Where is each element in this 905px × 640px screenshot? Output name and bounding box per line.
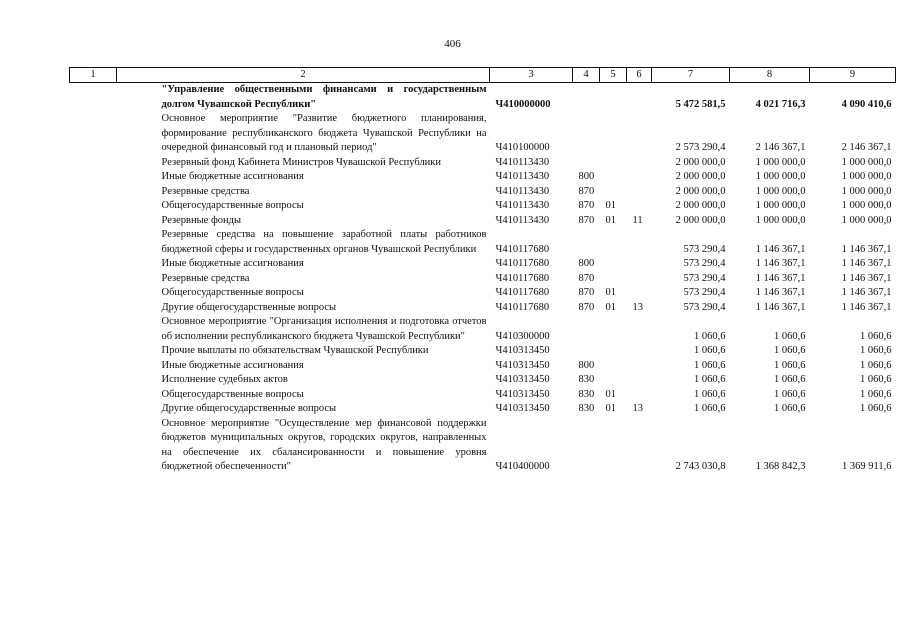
row-section bbox=[600, 344, 627, 359]
row-amount-col9: 1 060,6 bbox=[860, 388, 892, 400]
row-subsection bbox=[627, 373, 652, 388]
row-target-code: Ч410000000 bbox=[495, 98, 551, 110]
row-section bbox=[600, 170, 627, 185]
table-row bbox=[70, 315, 896, 344]
column-number-3: 3 bbox=[490, 68, 573, 83]
row-name: Другие общегосударственные вопросы bbox=[161, 403, 337, 414]
row-expense-type: 870 bbox=[578, 272, 595, 284]
row-target-code: Ч410113430 bbox=[495, 214, 550, 226]
row-cell-empty bbox=[70, 112, 117, 156]
row-name: Резервные средства bbox=[161, 272, 250, 284]
row-cell-empty bbox=[70, 286, 117, 301]
table-row bbox=[70, 301, 896, 316]
row-cell-empty bbox=[70, 214, 117, 229]
row-amount-col8: 1 060,6 bbox=[774, 345, 806, 356]
row-expense-type bbox=[573, 344, 600, 359]
row-amount-col9: 1 000 000,0 bbox=[841, 200, 892, 211]
row-amount-col8: 1 060,6 bbox=[774, 388, 806, 400]
row-expense-type: 870 bbox=[578, 301, 595, 313]
row-subsection bbox=[627, 170, 652, 185]
row-cell-empty bbox=[70, 170, 117, 185]
row-expense-type bbox=[573, 417, 600, 475]
row-target-code: Ч410100000 bbox=[495, 142, 550, 153]
table-row bbox=[70, 112, 896, 156]
row-section bbox=[600, 185, 627, 200]
table-row bbox=[70, 170, 896, 185]
row-amount-col9: 1 060,6 bbox=[860, 345, 892, 356]
row-amount-col7: 1 060,6 bbox=[694, 359, 726, 371]
column-number-8: 8 bbox=[730, 68, 810, 83]
row-section bbox=[600, 417, 627, 475]
row-cell-empty bbox=[70, 373, 117, 388]
row-target-code: Ч410117680 bbox=[495, 287, 550, 298]
table-row bbox=[70, 402, 896, 417]
row-target-code: Ч410313450 bbox=[495, 345, 550, 356]
row-cell-empty bbox=[70, 359, 117, 374]
row-amount-col9: 1 060,6 bbox=[860, 374, 892, 385]
column-number-6: 6 bbox=[627, 68, 652, 83]
row-amount-col9: 1 000 000,0 bbox=[841, 185, 892, 197]
row-section bbox=[600, 272, 627, 287]
row-amount-col9: 1 369 911,6 bbox=[842, 461, 892, 472]
column-number-row bbox=[70, 68, 896, 83]
row-cell-empty bbox=[70, 185, 117, 200]
row-target-code: Ч410300000 bbox=[495, 330, 550, 342]
row-expense-type: 870 bbox=[578, 200, 595, 211]
row-amount-col7: 2 000 000,0 bbox=[675, 214, 726, 226]
row-amount-col7: 1 060,6 bbox=[694, 374, 726, 385]
row-cell-empty bbox=[70, 228, 117, 257]
row-name: Резервные фонды bbox=[161, 214, 242, 226]
row-amount-col8: 1 060,6 bbox=[774, 403, 806, 414]
row-amount-col9: 1 060,6 bbox=[860, 330, 892, 342]
row-name: Резервные средства на повышение заработной платы работников бюджетной сферы и государственных органов Чувашской Республики bbox=[161, 229, 487, 255]
row-amount-col9: 2 146 367,1 bbox=[841, 142, 892, 153]
row-amount-col8: 1 368 842,3 bbox=[755, 461, 806, 472]
column-number-7: 7 bbox=[652, 68, 730, 83]
row-amount-col7: 573 290,4 bbox=[683, 301, 726, 313]
row-name: Другие общегосударственные вопросы bbox=[161, 301, 337, 313]
row-amount-col9: 1 000 000,0 bbox=[841, 156, 892, 168]
row-amount-col8: 1 146 367,1 bbox=[755, 272, 806, 284]
row-section: 01 bbox=[605, 301, 616, 313]
row-section: 01 bbox=[605, 200, 616, 211]
row-amount-col9: 1 146 367,1 bbox=[841, 272, 892, 284]
row-amount-col9: 1 146 367,1 bbox=[841, 287, 892, 298]
row-name: Общегосударственные вопросы bbox=[161, 388, 304, 400]
row-target-code: Ч410313450 bbox=[495, 403, 550, 414]
row-amount-col7: 1 060,6 bbox=[694, 403, 726, 414]
row-subsection bbox=[627, 156, 652, 171]
row-amount-col8: 4 021 716,3 bbox=[755, 98, 806, 110]
row-amount-col8: 1 146 367,1 bbox=[755, 243, 806, 255]
row-name: Основное мероприятие "Осуществление мер финансовой поддержки бюджетов муниципальных округов, городских округов, направленных на обеспечение их сбалансированности и повышение уровня бюджетной обеспеченности" bbox=[161, 417, 487, 472]
row-amount-col8: 1 000 000,0 bbox=[755, 214, 806, 226]
table-row bbox=[70, 228, 896, 257]
row-section bbox=[600, 373, 627, 388]
table-row bbox=[70, 272, 896, 287]
row-section: 01 bbox=[605, 287, 616, 298]
row-amount-col7: 1 060,6 bbox=[694, 388, 726, 400]
row-amount-col7: 2 573 290,4 bbox=[675, 142, 726, 153]
row-name: Общегосударственные вопросы bbox=[161, 287, 304, 298]
column-number-5: 5 bbox=[600, 68, 627, 83]
table-row bbox=[70, 214, 896, 229]
row-amount-col8: 1 146 367,1 bbox=[755, 287, 806, 298]
row-target-code: Ч410313450 bbox=[495, 359, 550, 371]
row-expense-type bbox=[573, 112, 600, 156]
row-subsection bbox=[627, 185, 652, 200]
column-number-2: 2 bbox=[117, 68, 490, 83]
row-amount-col8: 1 060,6 bbox=[774, 330, 806, 342]
row-amount-col7: 573 290,4 bbox=[683, 243, 726, 255]
row-target-code: Ч410117680 bbox=[495, 258, 550, 269]
table-row bbox=[70, 156, 896, 171]
row-target-code: Ч410313450 bbox=[495, 388, 550, 400]
row-subsection bbox=[627, 359, 652, 374]
row-amount-col7: 1 060,6 bbox=[694, 345, 726, 356]
row-amount-col9: 1 146 367,1 bbox=[841, 243, 892, 255]
row-amount-col7: 2 000 000,0 bbox=[675, 185, 726, 197]
row-cell-empty bbox=[70, 388, 117, 403]
row-amount-col7: 1 060,6 bbox=[694, 330, 726, 342]
budget-table bbox=[69, 67, 896, 475]
row-amount-col7: 573 290,4 bbox=[683, 258, 726, 269]
row-amount-col9: 1 000 000,0 bbox=[841, 171, 892, 182]
row-cell-empty bbox=[70, 402, 117, 417]
row-name: Иные бюджетные ассигнования bbox=[161, 258, 304, 269]
row-expense-type: 830 bbox=[578, 388, 595, 400]
row-amount-col8: 1 000 000,0 bbox=[755, 185, 806, 197]
row-target-code: Ч410117680 bbox=[495, 272, 550, 284]
row-name: Общегосударственные вопросы bbox=[161, 200, 304, 211]
row-amount-col7: 2 000 000,0 bbox=[675, 171, 726, 182]
row-cell-empty bbox=[70, 301, 117, 316]
row-amount-col8: 1 000 000,0 bbox=[755, 200, 806, 211]
row-amount-col8: 1 146 367,1 bbox=[755, 301, 806, 313]
row-amount-col8: 1 146 367,1 bbox=[755, 258, 806, 269]
row-cell-empty bbox=[70, 83, 117, 113]
row-subsection: 13 bbox=[632, 301, 643, 313]
table-row bbox=[70, 344, 896, 359]
row-expense-type bbox=[573, 83, 600, 113]
row-subsection bbox=[627, 112, 652, 156]
row-name: Основное мероприятие "Организация исполнения и подготовка отчетов об исполнении республиканского бюджета Чувашской Республики" bbox=[161, 316, 487, 342]
row-name: "Управление общественными финансами и государственным долгом Чувашской Республики" bbox=[161, 84, 487, 110]
row-amount-col8: 1 060,6 bbox=[774, 359, 806, 371]
row-subsection bbox=[627, 199, 652, 214]
row-amount-col7: 2 000 000,0 bbox=[675, 156, 726, 168]
row-cell-empty bbox=[70, 315, 117, 344]
row-section bbox=[600, 156, 627, 171]
row-subsection: 11 bbox=[632, 214, 643, 226]
row-name: Основное мероприятие "Развитие бюджетного планирования, формирование республиканского бюджета Чувашской Республики на очередной финансовый год и плановый период" bbox=[161, 113, 487, 153]
row-amount-col8: 1 060,6 bbox=[774, 374, 806, 385]
row-expense-type: 870 bbox=[578, 214, 595, 226]
table-body bbox=[70, 83, 896, 475]
row-section bbox=[600, 359, 627, 374]
row-subsection bbox=[627, 83, 652, 113]
row-expense-type: 870 bbox=[578, 185, 595, 197]
table-row bbox=[70, 286, 896, 301]
row-expense-type: 800 bbox=[578, 171, 595, 182]
row-section: 01 bbox=[605, 403, 616, 414]
row-amount-col8: 1 000 000,0 bbox=[755, 171, 806, 182]
table-row bbox=[70, 185, 896, 200]
table-row bbox=[70, 199, 896, 214]
table-row bbox=[70, 388, 896, 403]
row-section bbox=[600, 257, 627, 272]
table-row bbox=[70, 83, 896, 113]
row-amount-col7: 5 472 581,5 bbox=[675, 98, 726, 110]
row-amount-col9: 4 090 410,6 bbox=[841, 98, 892, 110]
table-row bbox=[70, 417, 896, 475]
row-amount-col7: 2 743 030,8 bbox=[675, 461, 726, 472]
row-subsection bbox=[627, 315, 652, 344]
row-name: Прочие выплаты по обязательствам Чувашской Республики bbox=[161, 345, 429, 356]
row-cell-empty bbox=[70, 199, 117, 214]
row-subsection bbox=[627, 257, 652, 272]
row-section: 01 bbox=[605, 214, 616, 226]
row-expense-type: 800 bbox=[578, 359, 595, 371]
row-target-code: Ч410113430 bbox=[495, 171, 550, 182]
row-expense-type: 830 bbox=[578, 374, 595, 385]
row-target-code: Ч410117680 bbox=[495, 243, 550, 255]
row-target-code: Ч410113430 bbox=[495, 200, 550, 211]
row-amount-col7: 2 000 000,0 bbox=[675, 200, 726, 211]
row-cell-empty bbox=[70, 156, 117, 171]
row-expense-type bbox=[573, 156, 600, 171]
row-subsection bbox=[627, 286, 652, 301]
row-subsection: 13 bbox=[632, 403, 643, 414]
row-section bbox=[600, 228, 627, 257]
row-subsection bbox=[627, 388, 652, 403]
row-expense-type bbox=[573, 228, 600, 257]
column-number-9: 9 bbox=[810, 68, 896, 83]
column-number-1: 1 bbox=[70, 68, 117, 83]
row-subsection bbox=[627, 417, 652, 475]
row-subsection bbox=[627, 272, 652, 287]
row-target-code: Ч410113430 bbox=[495, 156, 550, 168]
row-amount-col7: 573 290,4 bbox=[683, 272, 726, 284]
row-cell-empty bbox=[70, 272, 117, 287]
row-name: Иные бюджетные ассигнования bbox=[161, 359, 304, 371]
row-subsection bbox=[627, 344, 652, 359]
row-amount-col8: 1 000 000,0 bbox=[755, 156, 806, 168]
page-number: 406 bbox=[444, 38, 461, 50]
row-cell-empty bbox=[70, 417, 117, 475]
row-cell-empty bbox=[70, 257, 117, 272]
row-expense-type: 870 bbox=[578, 287, 595, 298]
row-name: Резервный фонд Кабинета Министров Чувашской Республики bbox=[161, 156, 442, 168]
row-amount-col7: 573 290,4 bbox=[683, 287, 726, 298]
row-name: Исполнение судебных актов bbox=[161, 374, 288, 385]
row-subsection bbox=[627, 228, 652, 257]
table-row bbox=[70, 257, 896, 272]
row-target-code: Ч410117680 bbox=[495, 301, 550, 313]
column-number-4: 4 bbox=[573, 68, 600, 83]
row-target-code: Ч410113430 bbox=[495, 185, 550, 197]
row-expense-type: 830 bbox=[578, 403, 595, 414]
row-expense-type: 800 bbox=[578, 258, 595, 269]
row-amount-col9: 1 146 367,1 bbox=[841, 258, 892, 269]
row-amount-col9: 1 000 000,0 bbox=[841, 214, 892, 226]
row-expense-type bbox=[573, 315, 600, 344]
row-target-code: Ч410400000 bbox=[495, 461, 550, 472]
row-amount-col9: 1 060,6 bbox=[860, 403, 892, 414]
row-name: Иные бюджетные ассигнования bbox=[161, 171, 304, 182]
row-cell-empty bbox=[70, 344, 117, 359]
row-amount-col8: 2 146 367,1 bbox=[755, 142, 806, 153]
table-row bbox=[70, 359, 896, 374]
row-amount-col9: 1 060,6 bbox=[860, 359, 892, 371]
table-row bbox=[70, 373, 896, 388]
row-amount-col9: 1 146 367,1 bbox=[841, 301, 892, 313]
row-section: 01 bbox=[605, 388, 616, 400]
row-section bbox=[600, 112, 627, 156]
row-section bbox=[600, 83, 627, 113]
row-target-code: Ч410313450 bbox=[495, 374, 550, 385]
row-name: Резервные средства bbox=[161, 185, 250, 197]
row-section bbox=[600, 315, 627, 344]
